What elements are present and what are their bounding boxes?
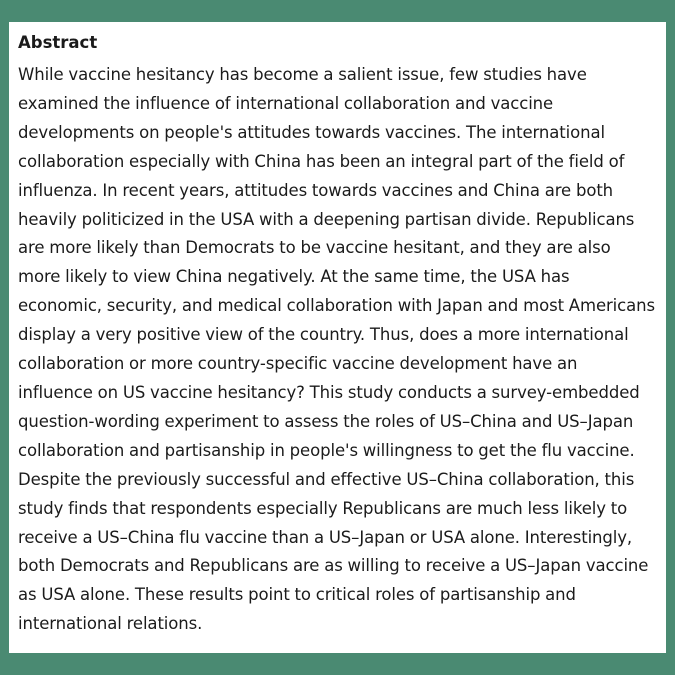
abstract-text: While vaccine hesitancy has become a salient issue, few studies have examined the influence of international collaboration and vaccine developments on people's attitudes towards vaccines. The international collaboration especially with China has been an integral part of the field of influenza. In recent years, attitudes towards vaccines and China are both heavily politicized in the USA with a deepening partisan divide. Republicans are more likely than Democrats to be vaccine hesitant, and they are also more likely to view China negatively. At the same time, the USA has economic, security, and medical collaboration with Japan and most Americans display a very positive view of the country. Thus, does a more international collaboration or more country-specific vaccine development have an influence on US vaccine hesitancy? This study conducts a survey-embedded question-wording experiment to assess the roles of US–China and US–Japan collaboration and partisanship in people's willingness to get the flu vaccine. Despite the previously successful and effective US–China collaboration, this study finds that respondents especially Republicans are much less likely to receive a US–China flu vaccine than a US–Japan or USA alone. Interestingly, both Democrats and Republicans are as willing to receive a US–Japan vaccine as USA alone. These results point to critical roles of partisanship and international relations.	[18, 65, 655, 634]
abstract-heading: Abstract	[18, 33, 98, 52]
abstract-panel	[9, 22, 666, 653]
